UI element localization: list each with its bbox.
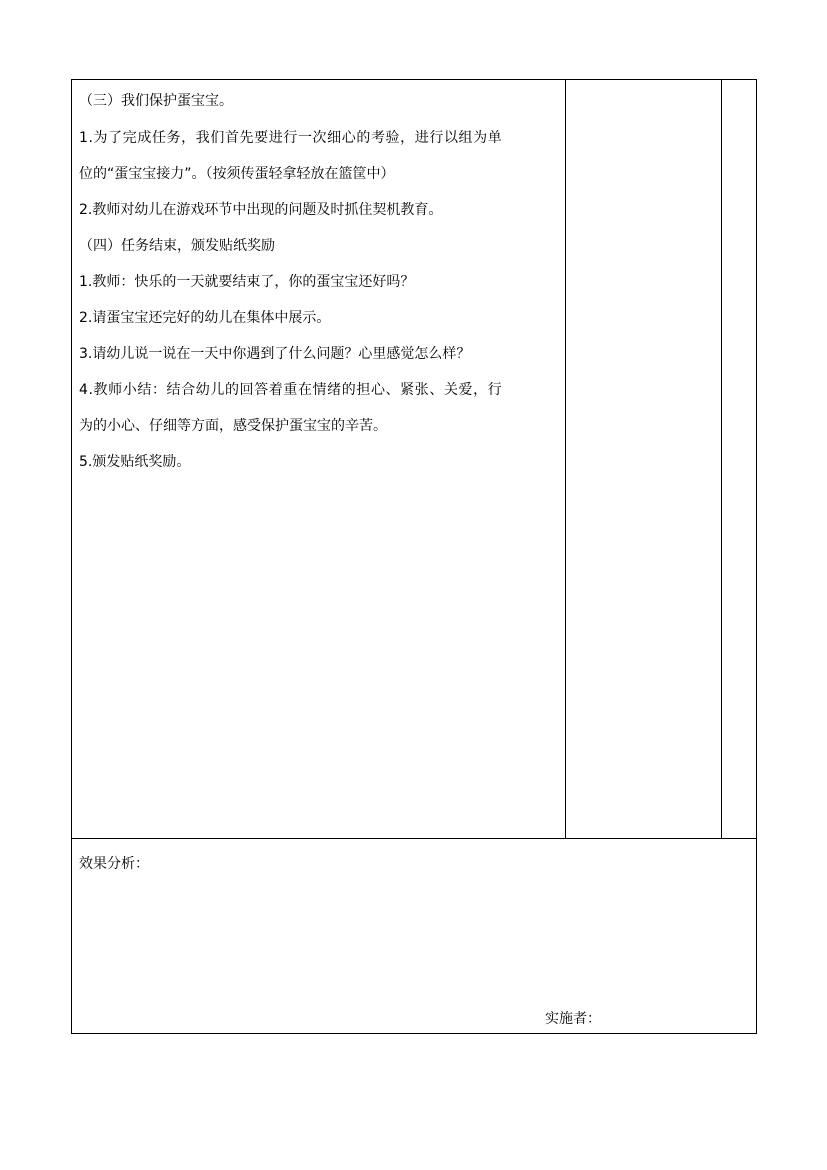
table-top-border (71, 79, 757, 80)
lesson-line: 4.教师小结：结合幼儿的回答着重在情绪的担心、紧张、关爱，行 (79, 382, 503, 398)
table-bottom-border (71, 1033, 757, 1034)
lesson-line: 3.请幼儿说一说在一天中你遇到了什么问题？心里感觉怎么样？ (79, 346, 471, 362)
lesson-line: 为的小心、仔细等方面，感受保护蛋宝宝的辛苦。 (79, 418, 387, 434)
table-left-border (71, 79, 72, 1034)
lesson-line: 1.为了完成任务，我们首先要进行一次细心的考验，进行以组为单 (79, 130, 503, 146)
lesson-line: 1.教师：快乐的一天就要结束了，你的蛋宝宝还好吗？ (79, 274, 415, 290)
lesson-line: 5.颁发贴纸奖励。 (79, 454, 191, 470)
column-divider-2 (721, 79, 722, 839)
lesson-line: 2.教师对幼儿在游戏环节中出现的问题及时抓住契机教育。 (79, 202, 443, 218)
column-divider-1 (565, 79, 566, 839)
section-heading-4: （四）任务结束，颁发贴纸奖励 (79, 238, 275, 254)
section-heading-3: （三）我们保护蛋宝宝。 (79, 93, 233, 109)
implementer-label: 实施者： (545, 1011, 601, 1027)
lesson-line: 位的“蛋宝宝接力”。（按须传蛋轻拿轻放在篮筐中） (79, 166, 395, 182)
table-right-border (756, 79, 757, 1034)
lesson-line: 2.请蛋宝宝还完好的幼儿在集体中展示。 (79, 310, 331, 326)
analysis-label: 效果分析： (79, 856, 149, 872)
table-middle-border (71, 838, 757, 839)
